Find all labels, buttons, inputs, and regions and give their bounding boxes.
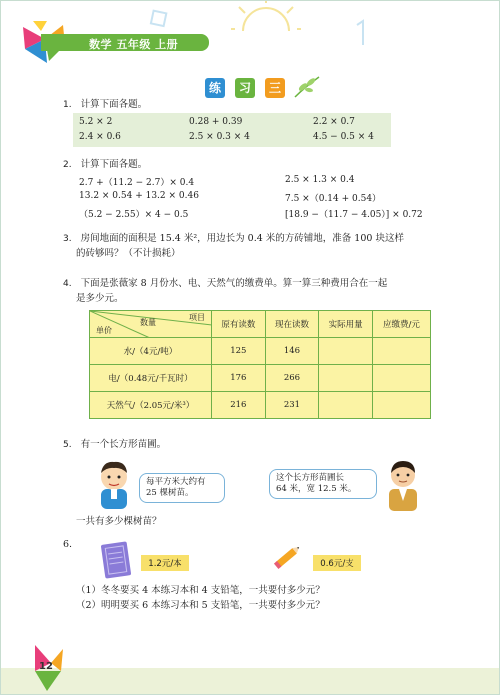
bubble-text: 这个长方形苗圃长 xyxy=(276,473,345,483)
section-char-2: 习 xyxy=(235,78,255,98)
column-header: 应缴费/元 xyxy=(372,311,430,338)
leaf-sprig-icon xyxy=(293,73,323,99)
column-header: 现在读数 xyxy=(265,311,319,338)
q1-number: 1. xyxy=(63,100,72,110)
cell-original: 176 xyxy=(212,365,266,392)
q2-item: 2.5 × 1.3 × 0.4 xyxy=(285,175,355,185)
square-doodle-icon xyxy=(149,9,169,29)
cell-current: 266 xyxy=(265,365,319,392)
section-char-1: 练 xyxy=(205,78,225,98)
q1-prompt xyxy=(63,98,147,112)
notebook-icon xyxy=(99,541,133,581)
cell-used xyxy=(319,338,373,365)
q2-item: 7.5 ×（0.14 + 0.54） xyxy=(285,194,382,204)
q1-text: 计算下面各题。 xyxy=(80,99,148,110)
row-label: 水/（4元/吨） xyxy=(90,338,212,365)
corner-top: 项目 xyxy=(189,313,205,322)
table-header-row xyxy=(90,311,431,338)
row-label: 电/（0.48元/千瓦时） xyxy=(90,365,212,392)
q5-number: 5. xyxy=(63,440,72,450)
column-header: 原有读数 xyxy=(212,311,266,338)
q3-text-1: 房间地面的面积是 15.4 米²，用边长为 0.4 米的方砖铺地，准备 100 块这样 xyxy=(80,233,404,244)
q2-item: （5.2 − 2.55）× 4 − 0.5 xyxy=(79,210,189,220)
cell-fee xyxy=(372,365,430,392)
q2-number: 2. xyxy=(63,160,72,170)
corner-bottom: 单价 xyxy=(96,326,112,335)
q4-line1 xyxy=(63,277,387,291)
q2-text: 计算下面各题。 xyxy=(80,159,148,170)
q5-prompt xyxy=(63,438,166,452)
q2-item: [18.9 −（11.7 − 4.05）] × 0.72 xyxy=(285,210,423,220)
q5-text: 有一个长方形苗圃。 xyxy=(80,439,167,450)
notebook-price: 1.2元/本 xyxy=(141,555,189,571)
header-title: 数学 五年级 上册 xyxy=(89,38,179,51)
q3-number: 3. xyxy=(63,234,72,244)
cell-current: 231 xyxy=(265,392,319,419)
column-header: 实际用量 xyxy=(319,311,373,338)
q4-number: 4. xyxy=(63,279,72,289)
cell-fee xyxy=(372,338,430,365)
section-title xyxy=(199,78,299,100)
q3-text-2: 的砖够吗？（不计损耗） xyxy=(76,248,181,259)
q3-line1 xyxy=(63,232,404,246)
cell-used xyxy=(319,392,373,419)
sun-icon xyxy=(231,1,301,41)
bill-table xyxy=(89,310,431,419)
section-char-3: 三 xyxy=(265,78,285,98)
q6-sub2: （2）明明要买 6 本练习本和 5 支铅笔，一共要付多少元？ xyxy=(76,600,325,611)
speech-bubble-boy xyxy=(139,473,225,503)
corner-mid: 数量 xyxy=(140,318,156,327)
q5-question: 一共有多少棵树苗？ xyxy=(76,516,162,527)
table-row xyxy=(90,392,431,419)
q2-item: 2.7 +（11.2 − 2.7）× 0.4 xyxy=(79,178,195,188)
q1-item: 0.28 + 0.39 xyxy=(189,117,243,127)
page-number: 12 xyxy=(39,661,53,672)
q4-text-1: 下面是张薇家 8 月份水、电、天然气的缴费单。算一算三种费用合在一起 xyxy=(80,278,388,289)
q6-number: 6. xyxy=(63,539,73,550)
q1-item: 4.5 − 0.5 × 4 xyxy=(313,132,374,142)
bubble-text: 64 米，宽 12.5 米。 xyxy=(276,484,357,494)
q6-sub1: （1）冬冬要买 4 本练习本和 4 支铅笔，一共要付多少元？ xyxy=(76,585,325,596)
q2-prompt xyxy=(63,158,147,172)
cell-original: 125 xyxy=(212,338,266,365)
row-label: 天然气/（2.05元/米³） xyxy=(90,392,212,419)
cell-used xyxy=(319,365,373,392)
footer-band xyxy=(1,668,499,694)
q4-text-2: 是多少元。 xyxy=(76,293,124,304)
table-row xyxy=(90,365,431,392)
bubble-text: 每平方米大约有 xyxy=(146,477,206,487)
table-row xyxy=(90,338,431,365)
one-doodle-icon xyxy=(351,19,371,49)
speech-bubble-teacher xyxy=(269,469,377,499)
pencil-price: 0.6元/支 xyxy=(313,555,361,571)
pencil-icon xyxy=(271,539,305,575)
q2-item: 13.2 × 0.54 + 13.2 × 0.46 xyxy=(79,191,199,201)
cell-fee xyxy=(372,392,430,419)
q1-item: 2.4 × 0.6 xyxy=(79,132,121,142)
cell-current: 146 xyxy=(265,338,319,365)
teacher-illustration xyxy=(383,455,423,511)
q1-item: 2.2 × 0.7 xyxy=(313,117,355,127)
q1-item: 5.2 × 2 xyxy=(79,117,113,127)
corner-cell xyxy=(90,311,212,338)
boy-illustration xyxy=(93,457,135,509)
q1-item: 2.5 × 0.3 × 4 xyxy=(189,132,250,142)
cell-original: 216 xyxy=(212,392,266,419)
bubble-text: 25 棵树苗。 xyxy=(146,488,194,498)
